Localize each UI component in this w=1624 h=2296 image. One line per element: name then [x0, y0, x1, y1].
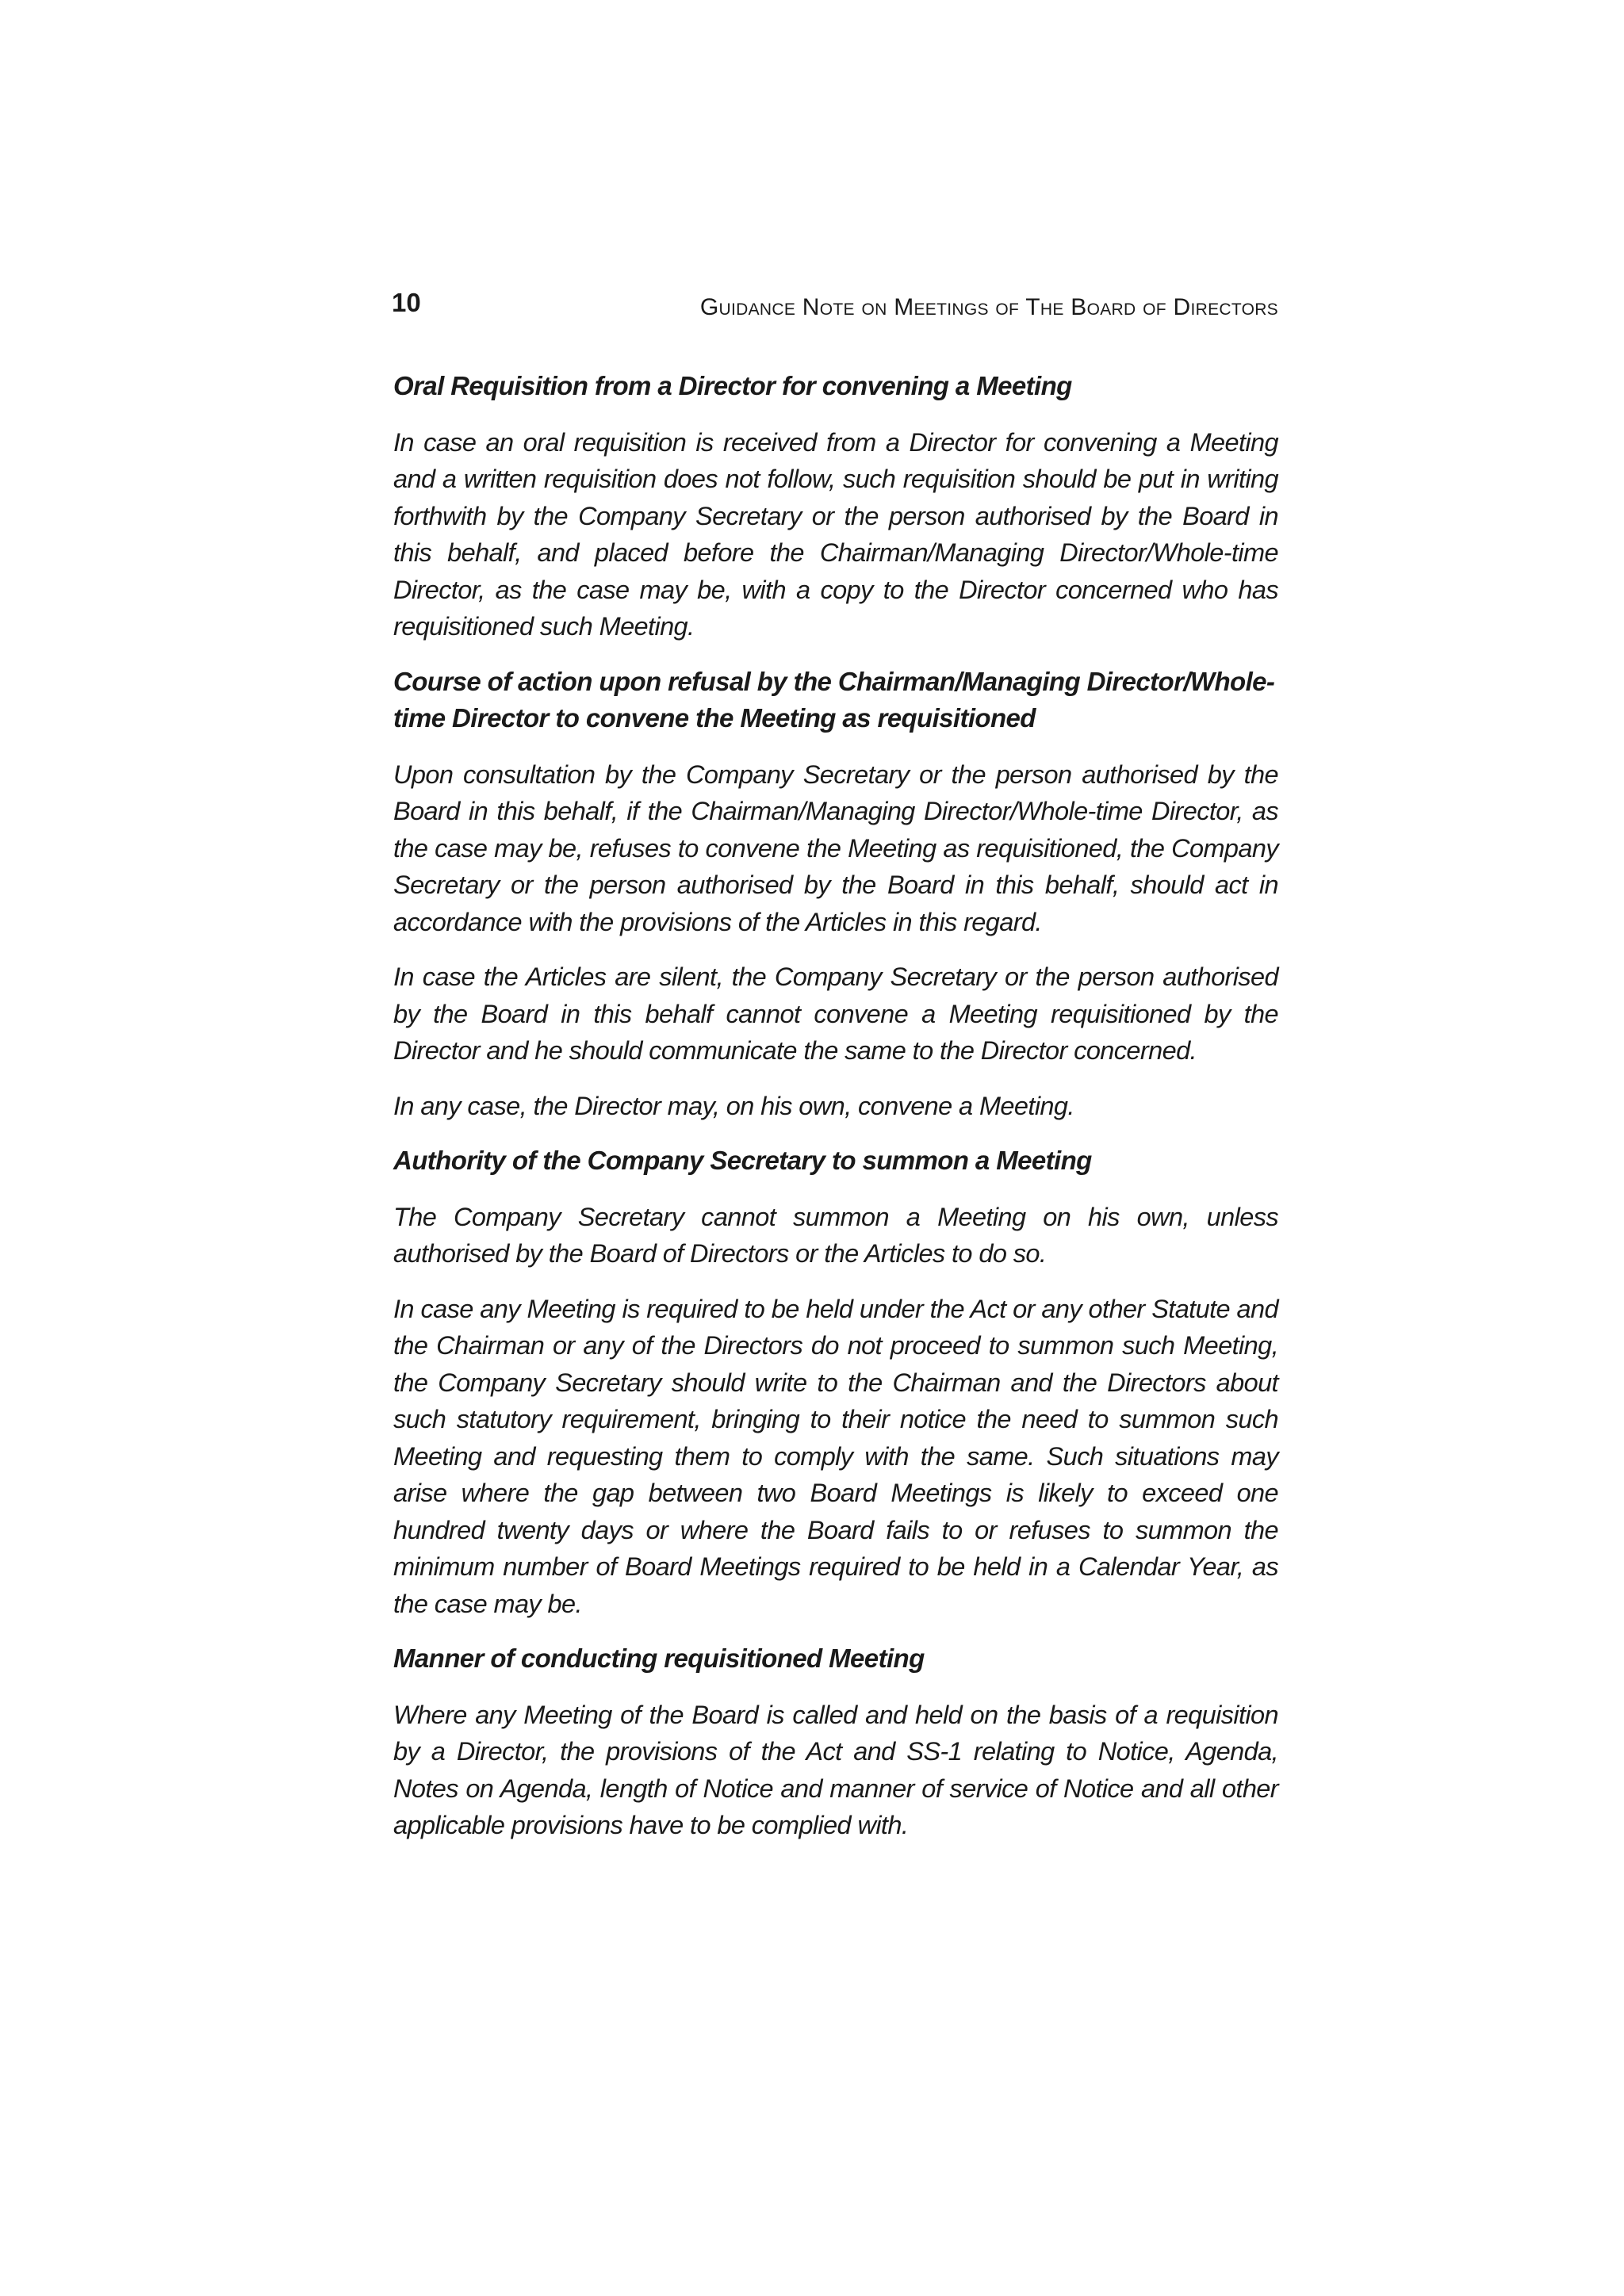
section-secretary-authority: [393, 1142, 1278, 1622]
paragraph: In any case, the Director may, on his own, convene a Meeting.: [393, 1091, 1074, 1120]
paragraph: In case an oral requisition is received from a Director for convening a Meeting and a written requisition does not follow, such requisition should be put in writing forthwith by the Company Secretary or the person authorised by the Board in this behalf, and placed before the Chairman/Managing Director/Whole-time Director, as the case may be, with a copy to the Director concerned who has requisitioned such Meeting.: [393, 427, 1278, 641]
page-number: 10: [392, 288, 421, 317]
section-refusal-course-of-action: [393, 664, 1278, 1125]
paragraph: Upon consultation by the Company Secretary or the person authorised by the Board in this behalf, if the Chairman/Managing Director/Whole-time Director, as the case may be, refuses to convene the Meeting as requisitioned, the Company Secretary or the person authorised by the Board in this behalf, should act in accordance with the provisions of the Articles in this regard.: [393, 760, 1278, 936]
paragraph: In case any Meeting is required to be held under the Act or any other Statute and the Chairman or any of the Directors do not proceed to summon such Meeting, the Company Secretary should write to the Chairman and the Directors about such statutory requirement, bringing to their notice the need to summon such Meeting and requesting them to comply with the same. Such situations may arise where the gap between two Board Meetings is likely to exceed one hundred twenty days or where the Board fails to or refuses to summon the minimum number of Board Meetings required to be held in a Calendar Year, as the case may be.: [393, 1294, 1278, 1618]
paragraph: Where any Meeting of the Board is called and held on the basis of a requisition by a Director, the provisions of the Act and SS-1 relating to Notice, Agenda, Notes on Agenda, length of Notice and manner of service of Notice and all other applicable provisions have to be complied with.: [393, 1700, 1278, 1839]
section-heading: Course of action upon refusal by the Chairman/Managing Director/Whole-time Director to convene the Meeting as requisitioned: [393, 666, 1275, 733]
section-heading: Manner of conducting requisitioned Meeting: [393, 1644, 925, 1673]
section-heading: Authority of the Company Secretary to summon a Meeting: [393, 1146, 1092, 1175]
section-heading: Oral Requisition from a Director for convening a Meeting: [393, 371, 1072, 400]
section-oral-requisition: [393, 368, 1278, 645]
paragraph: In case the Articles are silent, the Company Secretary or the person authorised by the Board in this behalf cannot convene a Meeting requisitioned by the Director and he should communicate the same to the Director concerned.: [393, 962, 1278, 1065]
section-conducting-requisitioned-meeting: [393, 1640, 1278, 1844]
running-title: Guidance Note on Meetings of The Board of Directors: [699, 294, 1278, 320]
document-body: [393, 368, 1278, 1862]
paragraph: The Company Secretary cannot summon a Meeting on his own, unless authorised by the Board of Directors or the Articles to do so.: [393, 1202, 1278, 1268]
